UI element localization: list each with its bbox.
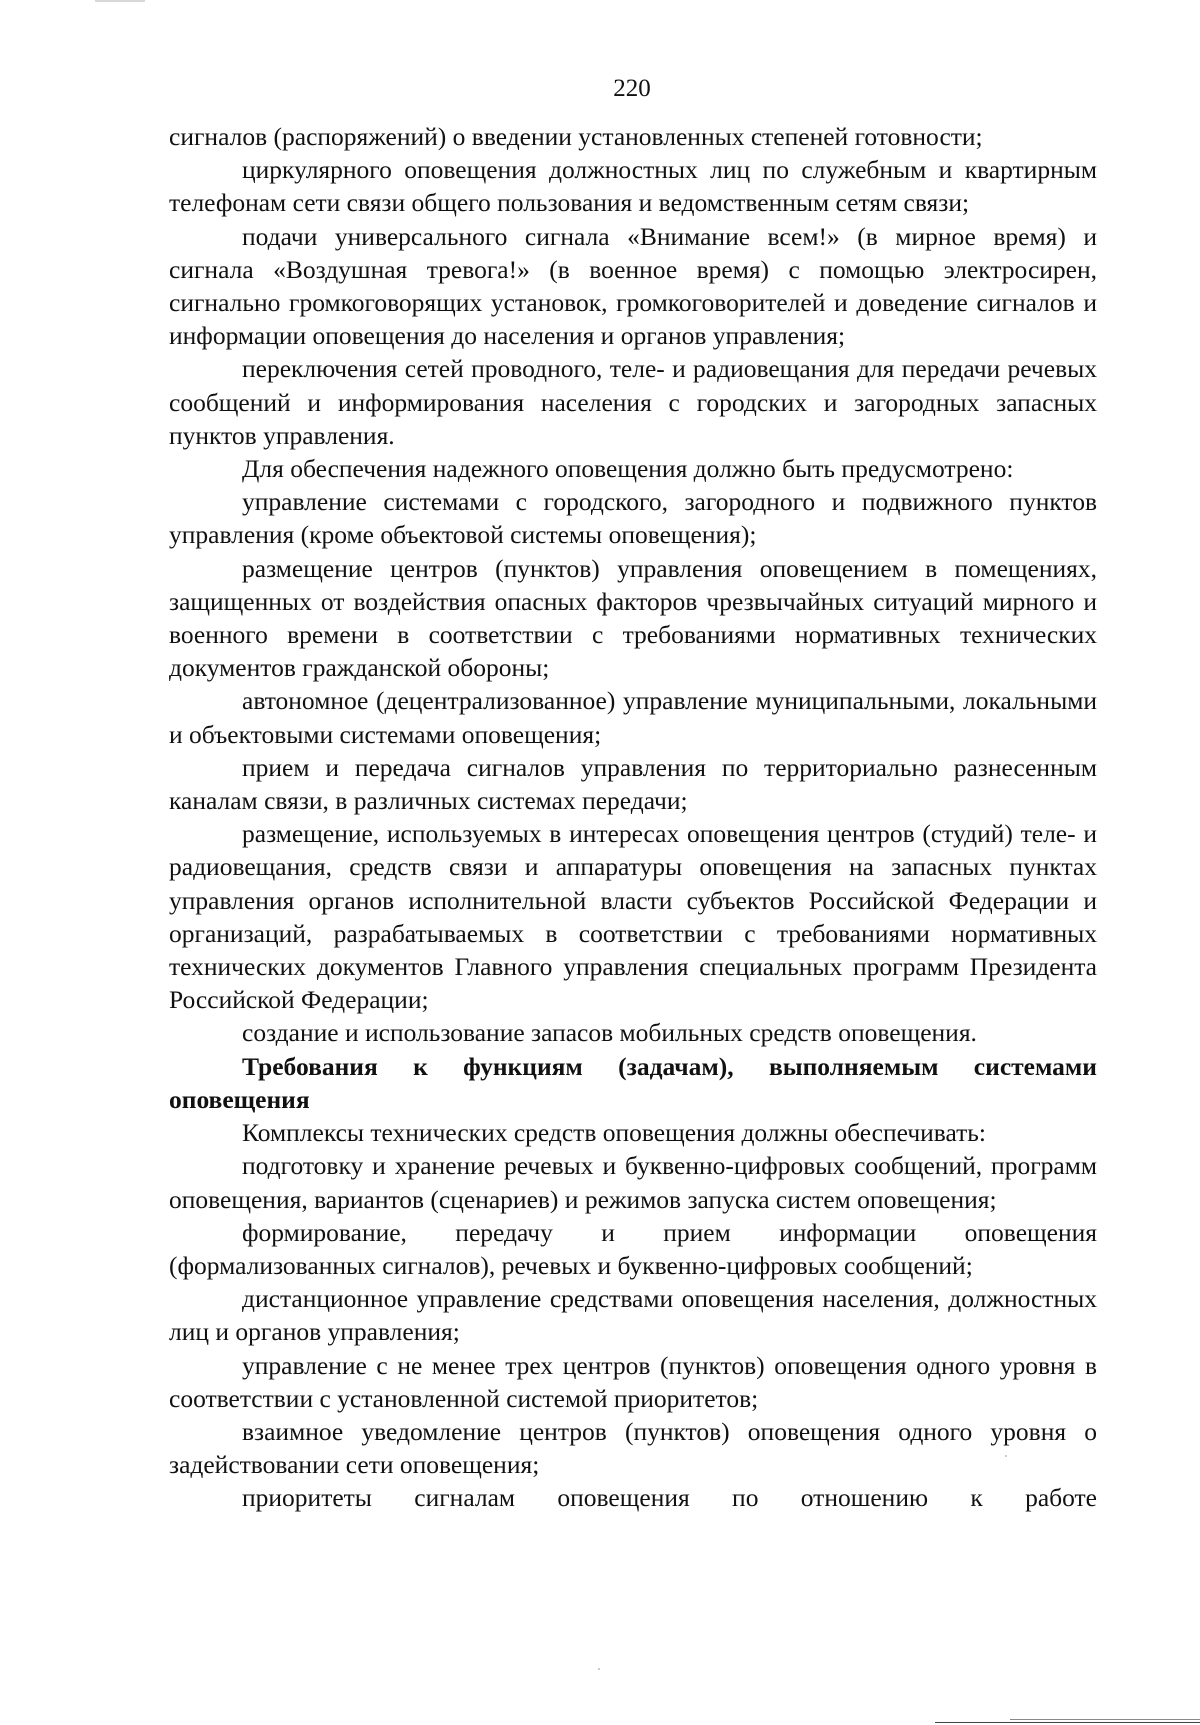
paragraph: взаимное уведомление центров (пунктов) оповещения одного уровня о задействовании сети оповещения; [169,1416,1097,1480]
scan-artifact [95,0,145,2]
paragraph: автономное (децентрализованное) управление муниципальными, локальными и объектовыми системами оповещения; [169,686,1097,749]
scan-speck [1005,1455,1007,1457]
paragraph: сигналов (распоряжений) о введении установленных степеней готовности; [169,122,983,151]
paragraph: подготовку и хранение речевых и буквенно-цифровых сообщений, программ оповещения, вариантов (сценариев) и режимов запуска систем оповещения; [169,1151,1097,1214]
scan-artifact [935,1722,1200,1723]
paragraph: подачи универсального сигнала «Внимание всем!» (в мирное время) и сигнала «Воздушная тревога!» (в военное время) с помощью электросирен, сигнально громкоговорящих установок, громкоговорителей и доведение сигналов и информации оповещения до населения и органов управления; [169,221,1097,351]
scan-artifact [1010,1719,1200,1720]
paragraph: создание и использование запасов мобильных средств оповещения. [242,1018,977,1048]
paragraph: управление системами с городского, загородного и подвижного пунктов управления (кроме объектовой системы оповещения); [169,487,1097,550]
paragraph: Комплексы технических средств оповещения должны обеспечивать: [242,1118,987,1148]
page-number: 220 [613,75,651,102]
section-heading: Требования к функциям (задачам), выполняемым системами оповещения [169,1051,1097,1114]
paragraph: размещение, используемых в интересах оповещения центров (студий) теле- и радиовещания, средств связи и аппаратуры оповещения на запасных пунктах управления органов исполнительной власти субъектов Российской Федерации и организаций, разрабатываемых в соответствии с требованиями нормативных технических документов Главного управления специальных программ Президента Российской Федерации; [169,819,1097,1015]
paragraph: прием и передача сигналов управления по территориально разнесенным каналам связи, в различных системах передачи; [169,752,1097,816]
paragraph: формирование, передачу и прием информации оповещения (формализованных сигналов), речевых и буквенно-цифровых сообщений; [169,1217,1097,1280]
paragraph: управление с не менее трех центров (пунктов) оповещения одного уровня в соответствии с установленной системой приоритетов; [169,1350,1097,1413]
paragraph: циркулярного оповещения должностных лиц по служебным и квартирным телефонам сети связи общего пользования и ведомственным сетям связи; [169,155,1097,218]
paragraph: переключения сетей проводного, теле- и радиовещания для передачи речевых сообщений и информирования населения с городских и загородных запасных пунктов управления. [169,354,1097,450]
document-body [169,120,1097,1515]
scan-speck [598,1668,600,1670]
paragraph: размещение центров (пунктов) управления оповещением в помещениях, защищенных от воздействия опасных факторов чрезвычайных ситуаций мирного и военного времени в соответствии с требованиями нормативных технических документов гражданской обороны; [169,553,1097,683]
paragraph: Для обеспечения надежного оповещения должно быть предусмотрено: [242,454,1014,484]
paragraph: приоритеты сигналам оповещения по отношению к работе [242,1483,1097,1513]
paragraph: дистанционное управление средствами оповещения населения, должностных лиц и органов управления; [169,1284,1097,1347]
